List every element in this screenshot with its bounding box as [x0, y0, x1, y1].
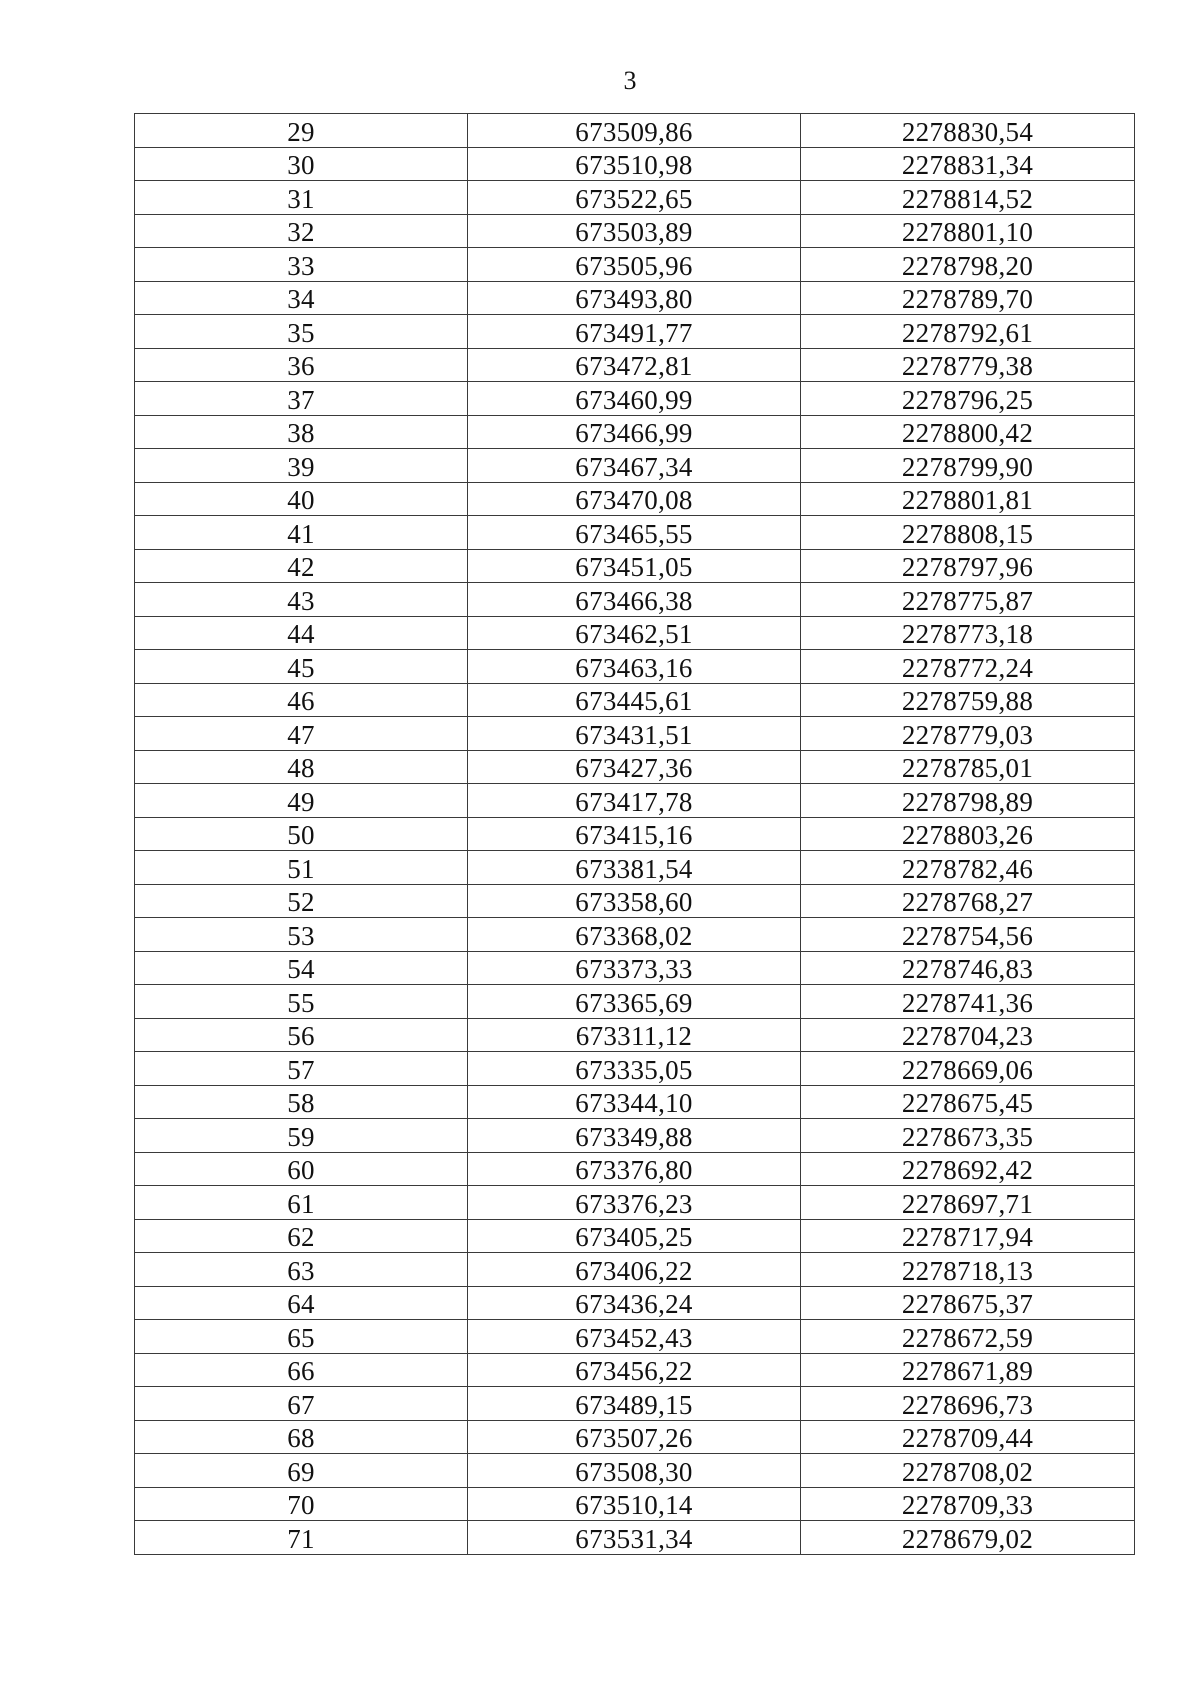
y-coordinate-cell: 2278679,02: [801, 1521, 1135, 1555]
point-number-cell: 54: [135, 951, 468, 985]
point-number-cell: 58: [135, 1085, 468, 1119]
x-coordinate-cell: 673415,16: [468, 817, 801, 851]
table-row: [135, 214, 1135, 248]
point-number-cell: 33: [135, 248, 468, 282]
x-coordinate-cell: 673465,55: [468, 516, 801, 550]
y-coordinate-cell: 2278773,18: [801, 616, 1135, 650]
table-row: [135, 482, 1135, 516]
x-coordinate-cell: 673508,30: [468, 1454, 801, 1488]
point-number-cell: 71: [135, 1521, 468, 1555]
x-coordinate-cell: 673344,10: [468, 1085, 801, 1119]
point-number-cell: 66: [135, 1353, 468, 1387]
y-coordinate-cell: 2278831,34: [801, 147, 1135, 181]
y-coordinate-cell: 2278704,23: [801, 1018, 1135, 1052]
table-row: [135, 1186, 1135, 1220]
point-number-cell: 36: [135, 348, 468, 382]
y-coordinate-cell: 2278785,01: [801, 750, 1135, 784]
x-coordinate-cell: 673406,22: [468, 1253, 801, 1287]
x-coordinate-cell: 673460,99: [468, 382, 801, 416]
table-row: [135, 1119, 1135, 1153]
table-row: [135, 817, 1135, 851]
y-coordinate-cell: 2278782,46: [801, 851, 1135, 885]
y-coordinate-cell: 2278796,25: [801, 382, 1135, 416]
x-coordinate-cell: 673427,36: [468, 750, 801, 784]
table-row: [135, 147, 1135, 181]
x-coordinate-cell: 673531,34: [468, 1521, 801, 1555]
table-row: [135, 1253, 1135, 1287]
y-coordinate-cell: 2278672,59: [801, 1320, 1135, 1354]
y-coordinate-cell: 2278798,20: [801, 248, 1135, 282]
table-row: [135, 1320, 1135, 1354]
table-row: [135, 951, 1135, 985]
x-coordinate-cell: 673503,89: [468, 214, 801, 248]
y-coordinate-cell: 2278759,88: [801, 683, 1135, 717]
x-coordinate-cell: 673452,43: [468, 1320, 801, 1354]
x-coordinate-cell: 673507,26: [468, 1420, 801, 1454]
y-coordinate-cell: 2278746,83: [801, 951, 1135, 985]
point-number-cell: 60: [135, 1152, 468, 1186]
table-row: [135, 1487, 1135, 1521]
x-coordinate-cell: 673381,54: [468, 851, 801, 885]
x-coordinate-cell: 673493,80: [468, 281, 801, 315]
table-row: [135, 181, 1135, 215]
coordinates-table: [134, 113, 1135, 1555]
point-number-cell: 43: [135, 583, 468, 617]
y-coordinate-cell: 2278673,35: [801, 1119, 1135, 1153]
y-coordinate-cell: 2278814,52: [801, 181, 1135, 215]
x-coordinate-cell: 673365,69: [468, 985, 801, 1019]
table-row: [135, 248, 1135, 282]
table-row: [135, 549, 1135, 583]
point-number-cell: 34: [135, 281, 468, 315]
x-coordinate-cell: 673436,24: [468, 1286, 801, 1320]
coordinates-table-body: [135, 114, 1135, 1555]
x-coordinate-cell: 673405,25: [468, 1219, 801, 1253]
x-coordinate-cell: 673431,51: [468, 717, 801, 751]
y-coordinate-cell: 2278775,87: [801, 583, 1135, 617]
x-coordinate-cell: 673373,33: [468, 951, 801, 985]
point-number-cell: 63: [135, 1253, 468, 1287]
table-row: [135, 1018, 1135, 1052]
y-coordinate-cell: 2278709,33: [801, 1487, 1135, 1521]
point-number-cell: 41: [135, 516, 468, 550]
y-coordinate-cell: 2278772,24: [801, 650, 1135, 684]
table-row: [135, 784, 1135, 818]
table-row: [135, 985, 1135, 1019]
point-number-cell: 30: [135, 147, 468, 181]
x-coordinate-cell: 673489,15: [468, 1387, 801, 1421]
y-coordinate-cell: 2278798,89: [801, 784, 1135, 818]
point-number-cell: 31: [135, 181, 468, 215]
point-number-cell: 69: [135, 1454, 468, 1488]
x-coordinate-cell: 673472,81: [468, 348, 801, 382]
table-row: [135, 1521, 1135, 1555]
point-number-cell: 56: [135, 1018, 468, 1052]
table-row: [135, 583, 1135, 617]
table-row: [135, 1052, 1135, 1086]
table-row: [135, 1420, 1135, 1454]
x-coordinate-cell: 673466,99: [468, 415, 801, 449]
x-coordinate-cell: 673467,34: [468, 449, 801, 483]
table-row: [135, 281, 1135, 315]
y-coordinate-cell: 2278741,36: [801, 985, 1135, 1019]
point-number-cell: 42: [135, 549, 468, 583]
point-number-cell: 59: [135, 1119, 468, 1153]
table-row: [135, 683, 1135, 717]
y-coordinate-cell: 2278718,13: [801, 1253, 1135, 1287]
y-coordinate-cell: 2278779,03: [801, 717, 1135, 751]
x-coordinate-cell: 673491,77: [468, 315, 801, 349]
x-coordinate-cell: 673456,22: [468, 1353, 801, 1387]
table-row: [135, 1152, 1135, 1186]
point-number-cell: 44: [135, 616, 468, 650]
x-coordinate-cell: 673462,51: [468, 616, 801, 650]
table-row: [135, 918, 1135, 952]
point-number-cell: 39: [135, 449, 468, 483]
x-coordinate-cell: 673368,02: [468, 918, 801, 952]
table-row: [135, 1219, 1135, 1253]
table-row: [135, 415, 1135, 449]
y-coordinate-cell: 2278803,26: [801, 817, 1135, 851]
table-row: [135, 1085, 1135, 1119]
table-row: [135, 114, 1135, 148]
point-number-cell: 52: [135, 884, 468, 918]
x-coordinate-cell: 673311,12: [468, 1018, 801, 1052]
table-row: [135, 449, 1135, 483]
table-row: [135, 650, 1135, 684]
y-coordinate-cell: 2278708,02: [801, 1454, 1135, 1488]
table-row: [135, 1387, 1135, 1421]
y-coordinate-cell: 2278717,94: [801, 1219, 1135, 1253]
point-number-cell: 46: [135, 683, 468, 717]
y-coordinate-cell: 2278696,73: [801, 1387, 1135, 1421]
y-coordinate-cell: 2278801,81: [801, 482, 1135, 516]
point-number-cell: 37: [135, 382, 468, 416]
x-coordinate-cell: 673349,88: [468, 1119, 801, 1153]
table-row: [135, 616, 1135, 650]
x-coordinate-cell: 673445,61: [468, 683, 801, 717]
y-coordinate-cell: 2278799,90: [801, 449, 1135, 483]
table-row: [135, 717, 1135, 751]
x-coordinate-cell: 673417,78: [468, 784, 801, 818]
x-coordinate-cell: 673509,86: [468, 114, 801, 148]
point-number-cell: 40: [135, 482, 468, 516]
y-coordinate-cell: 2278779,38: [801, 348, 1135, 382]
point-number-cell: 29: [135, 114, 468, 148]
table-row: [135, 1454, 1135, 1488]
table-row: [135, 382, 1135, 416]
x-coordinate-cell: 673522,65: [468, 181, 801, 215]
page-number: 3: [623, 66, 637, 95]
point-number-cell: 64: [135, 1286, 468, 1320]
y-coordinate-cell: 2278789,70: [801, 281, 1135, 315]
y-coordinate-cell: 2278768,27: [801, 884, 1135, 918]
table-row: [135, 348, 1135, 382]
point-number-cell: 51: [135, 851, 468, 885]
y-coordinate-cell: 2278671,89: [801, 1353, 1135, 1387]
point-number-cell: 68: [135, 1420, 468, 1454]
y-coordinate-cell: 2278697,71: [801, 1186, 1135, 1220]
point-number-cell: 48: [135, 750, 468, 784]
point-number-cell: 47: [135, 717, 468, 751]
point-number-cell: 57: [135, 1052, 468, 1086]
point-number-cell: 53: [135, 918, 468, 952]
table-row: [135, 315, 1135, 349]
y-coordinate-cell: 2278792,61: [801, 315, 1135, 349]
x-coordinate-cell: 673451,05: [468, 549, 801, 583]
point-number-cell: 62: [135, 1219, 468, 1253]
x-coordinate-cell: 673466,38: [468, 583, 801, 617]
table-row: [135, 750, 1135, 784]
point-number-cell: 35: [135, 315, 468, 349]
point-number-cell: 32: [135, 214, 468, 248]
point-number-cell: 65: [135, 1320, 468, 1354]
x-coordinate-cell: 673376,80: [468, 1152, 801, 1186]
x-coordinate-cell: 673463,16: [468, 650, 801, 684]
y-coordinate-cell: 2278692,42: [801, 1152, 1135, 1186]
x-coordinate-cell: 673510,14: [468, 1487, 801, 1521]
x-coordinate-cell: 673505,96: [468, 248, 801, 282]
table-row: [135, 1286, 1135, 1320]
y-coordinate-cell: 2278669,06: [801, 1052, 1135, 1086]
table-row: [135, 516, 1135, 550]
point-number-cell: 49: [135, 784, 468, 818]
x-coordinate-cell: 673510,98: [468, 147, 801, 181]
y-coordinate-cell: 2278754,56: [801, 918, 1135, 952]
point-number-cell: 38: [135, 415, 468, 449]
y-coordinate-cell: 2278808,15: [801, 516, 1135, 550]
y-coordinate-cell: 2278675,37: [801, 1286, 1135, 1320]
y-coordinate-cell: 2278675,45: [801, 1085, 1135, 1119]
point-number-cell: 45: [135, 650, 468, 684]
table-row: [135, 851, 1135, 885]
point-number-cell: 61: [135, 1186, 468, 1220]
x-coordinate-cell: 673376,23: [468, 1186, 801, 1220]
y-coordinate-cell: 2278830,54: [801, 114, 1135, 148]
y-coordinate-cell: 2278801,10: [801, 214, 1135, 248]
x-coordinate-cell: 673335,05: [468, 1052, 801, 1086]
x-coordinate-cell: 673470,08: [468, 482, 801, 516]
table-row: [135, 884, 1135, 918]
y-coordinate-cell: 2278797,96: [801, 549, 1135, 583]
x-coordinate-cell: 673358,60: [468, 884, 801, 918]
point-number-cell: 67: [135, 1387, 468, 1421]
y-coordinate-cell: 2278709,44: [801, 1420, 1135, 1454]
point-number-cell: 55: [135, 985, 468, 1019]
point-number-cell: 70: [135, 1487, 468, 1521]
table-row: [135, 1353, 1135, 1387]
point-number-cell: 50: [135, 817, 468, 851]
y-coordinate-cell: 2278800,42: [801, 415, 1135, 449]
